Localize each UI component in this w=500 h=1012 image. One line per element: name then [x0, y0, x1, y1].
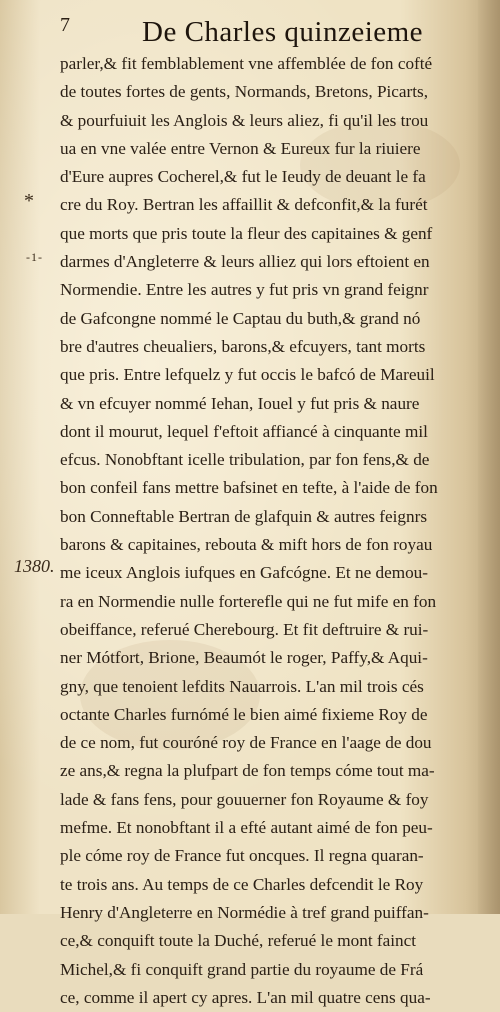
margin-year: 1380.: [14, 556, 55, 576]
text-line: parler,& fit femblablement vne affemblée de fon cofté: [60, 54, 433, 73]
text-line: mefme. Et nonobftant il a efté autant aimé de fon peu-: [60, 818, 433, 838]
page-edge-shadow: [478, 0, 500, 914]
text-line: ra en Normendie nulle forterefle qui ne fut mife en fon: [60, 591, 437, 611]
text-line: lade & fans fens, pour gouuerner fon Royaume & foy: [60, 789, 429, 809]
text-line: & vn efcuyer nommé Iehan, Iouel y fut pris & naure: [60, 393, 420, 413]
text-line: Henry d'Angleterre en Normédie à tref grand puiffan-: [60, 902, 429, 922]
text-line: que morts que pris toute la fleur des capitaines & genf: [60, 223, 433, 243]
text-line: darmes d'Angleterre & leurs alliez qui lors eftoient en: [60, 252, 430, 272]
text-line: barons & capitaines, rebouta & mift hors de fon royau: [60, 535, 433, 555]
text-line: de toutes fortes de gents, Normands, Bretons, Picarts,: [60, 82, 429, 102]
text-line: dont il mourut, lequel f'eftoit affiancé à cinquante mil: [60, 421, 428, 441]
running-title: De Charles quinzeieme: [142, 16, 424, 48]
running-header: [0, 14, 500, 50]
text-line: efcus. Nonobftant icelle tribulation, par fon fens,& de: [60, 450, 430, 470]
margin-asterisk: *: [24, 190, 34, 212]
text-line: Normendie. Entre les autres y fut pris vn grand feignr: [60, 280, 429, 300]
text-line: bre d'autres cheualiers, barons,& efcuyers, tant morts: [60, 336, 426, 356]
text-line: bon confeil fans mettre bafsinet en tefte, à l'aide de fon: [60, 478, 438, 498]
text-line: gny, que tenoient lefdits Nauarrois. L'an mil trois cés: [60, 676, 424, 696]
header-mark: 7: [60, 14, 70, 36]
text-line: ce,& conquift toute la Duché, referué le mont fainct: [60, 931, 417, 951]
text-line: cre du Roy. Bertran les affaillit & defconfit,& la furét: [60, 195, 428, 215]
text-line: que pris. Entre lefquelz y fut occis le bafcó de Mareuil: [60, 365, 435, 385]
text-line: me iceux Anglois iufques en Gafcógne. Et ne demou-: [60, 563, 428, 583]
text-line: d'Eure aupres Cocherel,& fut le Ieudy de deuant le fa: [60, 167, 426, 187]
margin-dash: -1-: [26, 250, 43, 264]
text-line: ze ans,& regna la plufpart de fon temps cóme tout ma-: [60, 761, 435, 781]
text-line: obeiffance, referué Cherebourg. Et fit deftruire & rui-: [60, 619, 429, 639]
body-text: [60, 50, 480, 1012]
text-line: ple cóme roy de France fut oncques. Il regna quaran-: [60, 846, 424, 866]
text-line: & pourfuiuit les Anglois & leurs aliez, fi qu'il les trou: [60, 110, 429, 130]
text-line: ua en vne valée entre Vernon & Eureux fur la riuiere: [60, 138, 421, 158]
text-line: ner Mótfort, Brione, Beaumót le roger, Paffy,& Aqui-: [60, 648, 428, 668]
text-line: de Gafcongne nommé le Captau du buth,& grand nó: [60, 308, 421, 328]
text-line: bon Conneftable Bertran de glafquin & autres feignrs: [60, 506, 428, 526]
text-line: octante Charles furnómé le bien aimé fixieme Roy de: [60, 704, 428, 724]
text-line: Michel,& fi conquift grand partie du royaume de Frá: [60, 959, 424, 979]
text-line: de ce nom, fut couróné roy de France en l'aage de dou: [60, 733, 432, 753]
text-line: ce, comme il apert cy apres. L'an mil quatre cens qua-: [60, 987, 431, 1007]
text-line: te trois ans. Au temps de ce Charles defcendit le Roy: [60, 874, 424, 894]
